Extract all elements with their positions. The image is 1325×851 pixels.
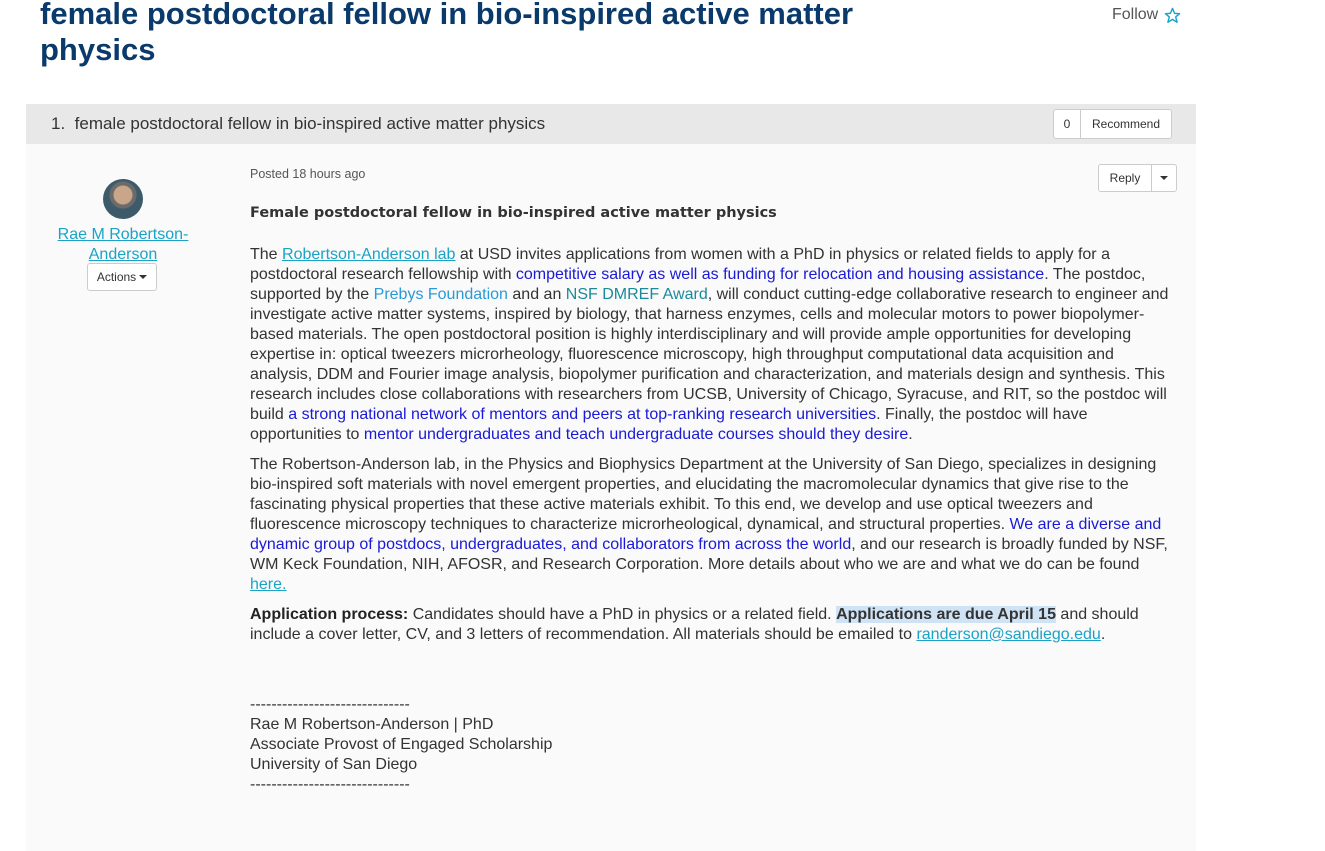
here-link[interactable]: here. xyxy=(250,576,287,593)
author-name-link[interactable]: Rae M Robertson-Anderson xyxy=(57,226,189,263)
prebys-text: Prebys Foundation xyxy=(373,286,508,303)
post-paragraph-2: The Robertson-Anderson lab, in the Physics and Biophysics Department at the University of San Diego, specializes in designing bio-inspired soft materials with novel emergent properties, and elucidating the macromolecular dynamics that give rise to the fascinating physical properties that these active materials exhibit. To this end, we develop and use optical tweezers and fluorescence microscopy techniques to characterize microrheological, dynamical, and structural properties. We are a diverse and dynamic group of postdocs, undergraduates, and collaborators from across the world, and our research is broadly funded by NSF, WM Keck Foundation, NIH, AFOSR, and Research Corporation. More details about who we are and what we do can be found here. xyxy=(250,456,1168,593)
post-paragraph-3: Application process: Candidates should have a PhD in physics or a related field. Applications are due April 15 and should include a cover letter, CV, and 3 letters of recommendation. All materials should be emailed to randerson@sandiego.edu. xyxy=(250,606,1139,643)
recommend-button[interactable]: Recommend xyxy=(1092,117,1161,131)
post-title: Female postdoctoral fellow in bio-inspired active matter physics xyxy=(250,205,777,221)
signature-role: Associate Provost of Engaged Scholarship xyxy=(250,736,553,753)
recommend-group xyxy=(1053,109,1172,139)
reply-button[interactable]: Reply xyxy=(1099,165,1152,191)
email-link[interactable]: randerson@sandiego.edu xyxy=(916,626,1101,643)
actions-label: Actions xyxy=(96,270,137,284)
reply-options-button[interactable] xyxy=(1152,165,1176,191)
chevron-down-icon xyxy=(139,275,147,279)
signature-org: University of San Diego xyxy=(250,756,418,773)
mentor-highlight: mentor undergraduates and teach undergraduate courses should they desire xyxy=(363,426,909,443)
salary-highlight: competitive salary as well as funding for relocation and housing assistance xyxy=(515,266,1045,283)
application-label: Application process: xyxy=(250,606,409,623)
avatar[interactable] xyxy=(103,179,143,219)
thread-index: 1. xyxy=(51,114,66,133)
diverse-highlight: We are a diverse and dynamic group of postdocs, undergraduates, and collaborators from across the world xyxy=(250,516,1162,553)
lab-link[interactable]: Robertson-Anderson lab xyxy=(282,246,456,263)
network-highlight: a strong national network of mentors and peers at top-ranking research universities xyxy=(288,406,877,423)
follow-button[interactable] xyxy=(1112,6,1181,24)
nsf-text: NSF DMREF Award xyxy=(565,286,708,303)
reply-group xyxy=(1098,164,1177,192)
thread-title-text: female postdoctoral fellow in bio-inspired active matter physics xyxy=(74,114,546,133)
signature-name: Rae M Robertson-Anderson | PhD xyxy=(250,716,494,733)
signature xyxy=(250,695,552,795)
due-date-highlight: Applications are due April 15 xyxy=(836,606,1056,623)
page-title: female postdoctoral fellow in bio-inspired active matter physics xyxy=(40,0,854,67)
actions-button[interactable] xyxy=(87,263,157,291)
star-icon xyxy=(1164,7,1181,24)
signature-rule: ------------------------------ xyxy=(250,776,410,793)
post-paragraph-1: The Robertson-Anderson lab at USD invites applications from women with a PhD in physics or related fields to apply for a postdoctoral research fellowship with competitive salary as well as funding for relocation and housing assistance. The postdoc, supported by the Prebys Foundation and an NSF DMREF Award, will conduct cutting-edge collaborative research to engineer and investigate active matter systems, inspired by biology, that harness enzymes, cells and molecular motors to power biopolymer-based materials. The open postdoctoral position is highly interdisciplinary and will provide ample opportunities for developing expertise in: optical tweezers microrheology, fluorescence microscopy, high throughput computational data acquisition and analysis, DDM and Fourier image analysis, biopolymer purification and characterization, and materials design and synthesis. This research includes close collaborations with researchers from UCSB, University of Chicago, Syracuse, and RIT, so the postdoc will build a strong national network of mentors and peers at top-ranking research universities. Finally, the postdoc will have opportunities to mentor undergraduates and teach undergraduate courses should they desire. xyxy=(250,246,1169,443)
thread-title xyxy=(51,114,545,134)
recommend-count: 0 xyxy=(1054,110,1081,138)
follow-label: Follow xyxy=(1112,6,1159,23)
signature-rule: ------------------------------ xyxy=(250,696,410,713)
chevron-down-icon xyxy=(1160,176,1168,180)
posted-timestamp: Posted 18 hours ago xyxy=(250,167,366,181)
